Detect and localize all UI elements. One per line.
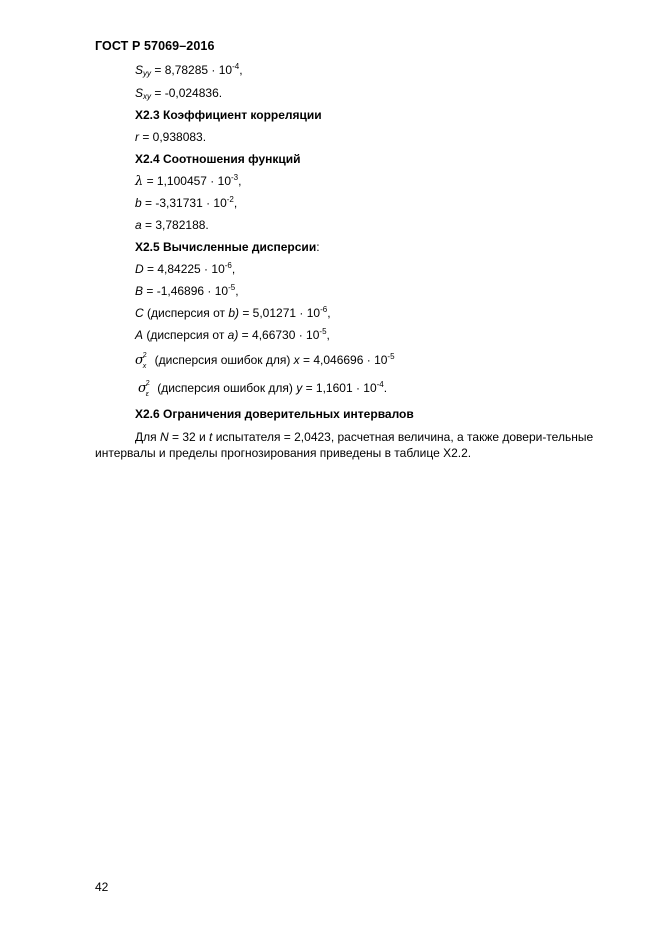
formula-b: $b = -3,31731 \cdot 10^{-2}$, (135, 195, 238, 210)
formula-r: r = 0,938083. (135, 130, 207, 144)
formula-b-upper: $B = -1,46896 \cdot 10^{-5}$, (135, 283, 239, 298)
formula-a-upper: A (дисперсия от $a) = 4,66730 \cdot 10^{-5}$, (135, 327, 330, 342)
section-heading-x25: X2.5 Вычисленные дисперсии: (135, 240, 320, 254)
document-header: ГОСТ Р 57069–2016 (95, 39, 215, 53)
formula-sigma-x: $\sigma^2_x$ (дисперсия ошибок для) $x = 4,046696 \cdot 10^{-5}$ (135, 352, 395, 370)
formula-syy: $S_{yy} = 8,78285 \cdot 10^{-4}$, (135, 62, 243, 78)
formula-a: a = 3,782188. (135, 218, 209, 232)
formula-sigma-e: $\sigma^2_\varepsilon$ (дисперсия ошибок для) $y = 1,1601 \cdot 10^{-4}$. (138, 380, 388, 398)
section-heading-x26: X2.6 Ограничения доверительных интервалов (135, 407, 414, 421)
formula-d: $D = 4,84225 \cdot 10^{-6}$, (135, 261, 236, 276)
formula-lambda: $\lambda = 1,100457 \cdot 10^{-3}$, (135, 173, 242, 189)
section-heading-x23: X2.3 Коэффициент корреляции (135, 108, 322, 122)
page-number: 42 (95, 880, 109, 894)
conclusion-paragraph: Для N = 32 и t испытателя = 2,0423, расчетная величина, а также довери-тельные интервалы и пределы прогнозирования приведены в таблице X2.2. (95, 430, 594, 460)
formula-c: C (дисперсия от $b) = 5,01271 \cdot 10^{-6}$, (135, 305, 331, 320)
formula-sxy: $S_{xy} = -0,024836$. (135, 86, 223, 101)
section-heading-x24: X2.4 Соотношения функций (135, 152, 301, 166)
